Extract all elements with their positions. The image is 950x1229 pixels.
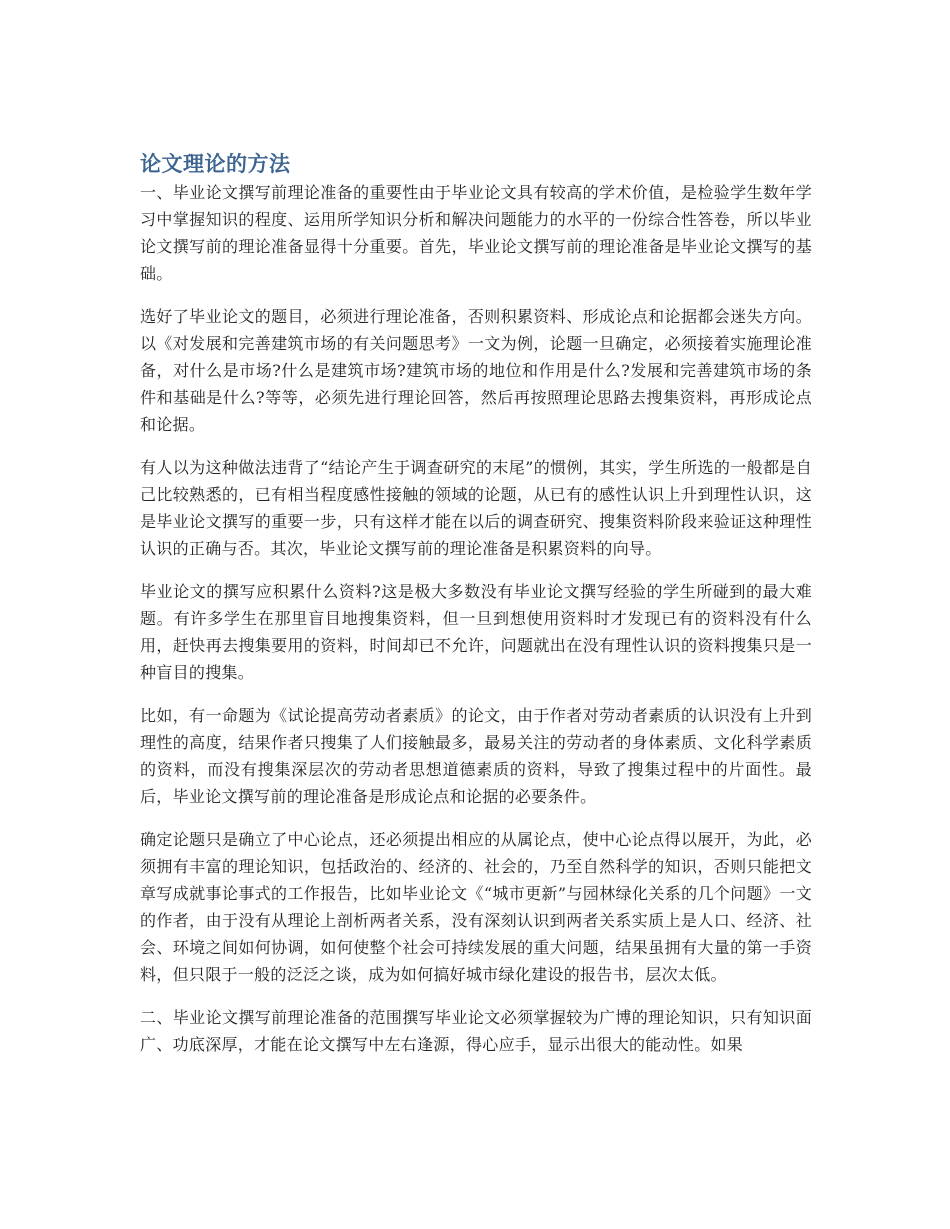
paragraph-1: 一、毕业论文撰写前理论准备的重要性由于毕业论文具有较高的学术价值，是检验学生数年学习中掌握知识的程度、运用所学知识分析和解决问题能力的水平的一份综合性答卷，所以毕业论文撰写前的理论准备显得十分重要。首先，毕业论文撰写前的理论准备是毕业论文撰写的基础。 <box>140 183 812 283</box>
paragraph-7: 二、毕业论文撰写前理论准备的范围撰写毕业论文必须掌握较为广博的理论知识，只有知识面广、功底深厚，才能在论文撰写中左右逢源，得心应手，显示出很大的能动性。如果 <box>140 1008 812 1054</box>
paragraph-3: 有人以为这种做法违背了“结论产生于调查研究的末尾”的惯例，其实，学生所选的一般都是自己比较熟悉的，已有相当程度感性接触的领域的论题，从已有的感性认识上升到理性认识，这是毕业论文撰写的重要一步，只有这样才能在以后的调查研究、搜集资料阶段来验证这种理性认识的正确与否。其次，毕业论文撰写前的理论准备是积累资料的向导。 <box>140 458 812 558</box>
document-page <box>140 150 812 1074</box>
paragraph-4: 毕业论文的撰写应积累什么资料?这是极大多数没有毕业论文撰写经验的学生所碰到的最大难题。有许多学生在那里盲目地搜集资料，但一旦到想使用资料时才发现已有的资料没有什么用，赶快再去搜集要用的资料，时间却已不允许，问题就出在没有理性认识的资料搜集只是一种盲目的搜集。 <box>140 582 812 682</box>
paragraph-6: 确定论题只是确立了中心论点，还必须提出相应的从属论点，使中心论点得以展开，为此，必须拥有丰富的理论知识，包括政治的、经济的、社会的，乃至自然科学的知识，否则只能把文章写成就事论事式的工作报告，比如毕业论文《“城市更新”与园林绿化关系的几个问题》一文的作者，由于没有从理论上剖析两者关系，没有深刻认识到两者关系实质上是人口、经济、社会、环境之间如何协调，如何使整个社会可持续发展的重大问题，结果虽拥有大量的第一手资料，但只限于一般的泛泛之谈，成为如何搞好城市绿化建设的报告书，层次太低。 <box>140 830 812 984</box>
document-title: 论文理论的方法 <box>140 152 291 176</box>
paragraph-5: 比如，有一命题为《试论提高劳动者素质》的论文，由于作者对劳动者素质的认识没有上升到理性的高度，结果作者只搜集了人们接触最多，最易关注的劳动者的身体素质、文化科学素质的资料，而没有搜集深层次的劳动者思想道德素质的资料，导致了搜集过程中的片面性。最后，毕业论文撰写前的理论准备是形成论点和论据的必要条件。 <box>140 706 812 806</box>
paragraph-2: 选好了毕业论文的题目，必须进行理论准备，否则积累资料、形成论点和论据都会迷失方向。以《对发展和完善建筑市场的有关问题思考》一文为例，论题一旦确定，必须接着实施理论准备，对什么是市场?什么是建筑市场?建筑市场的地位和作用是什么?发展和完善建筑市场的条件和基础是什么?等等，必须先进行理论回答，然后再按照理论思路去搜集资料，再形成论点和论据。 <box>140 307 812 434</box>
